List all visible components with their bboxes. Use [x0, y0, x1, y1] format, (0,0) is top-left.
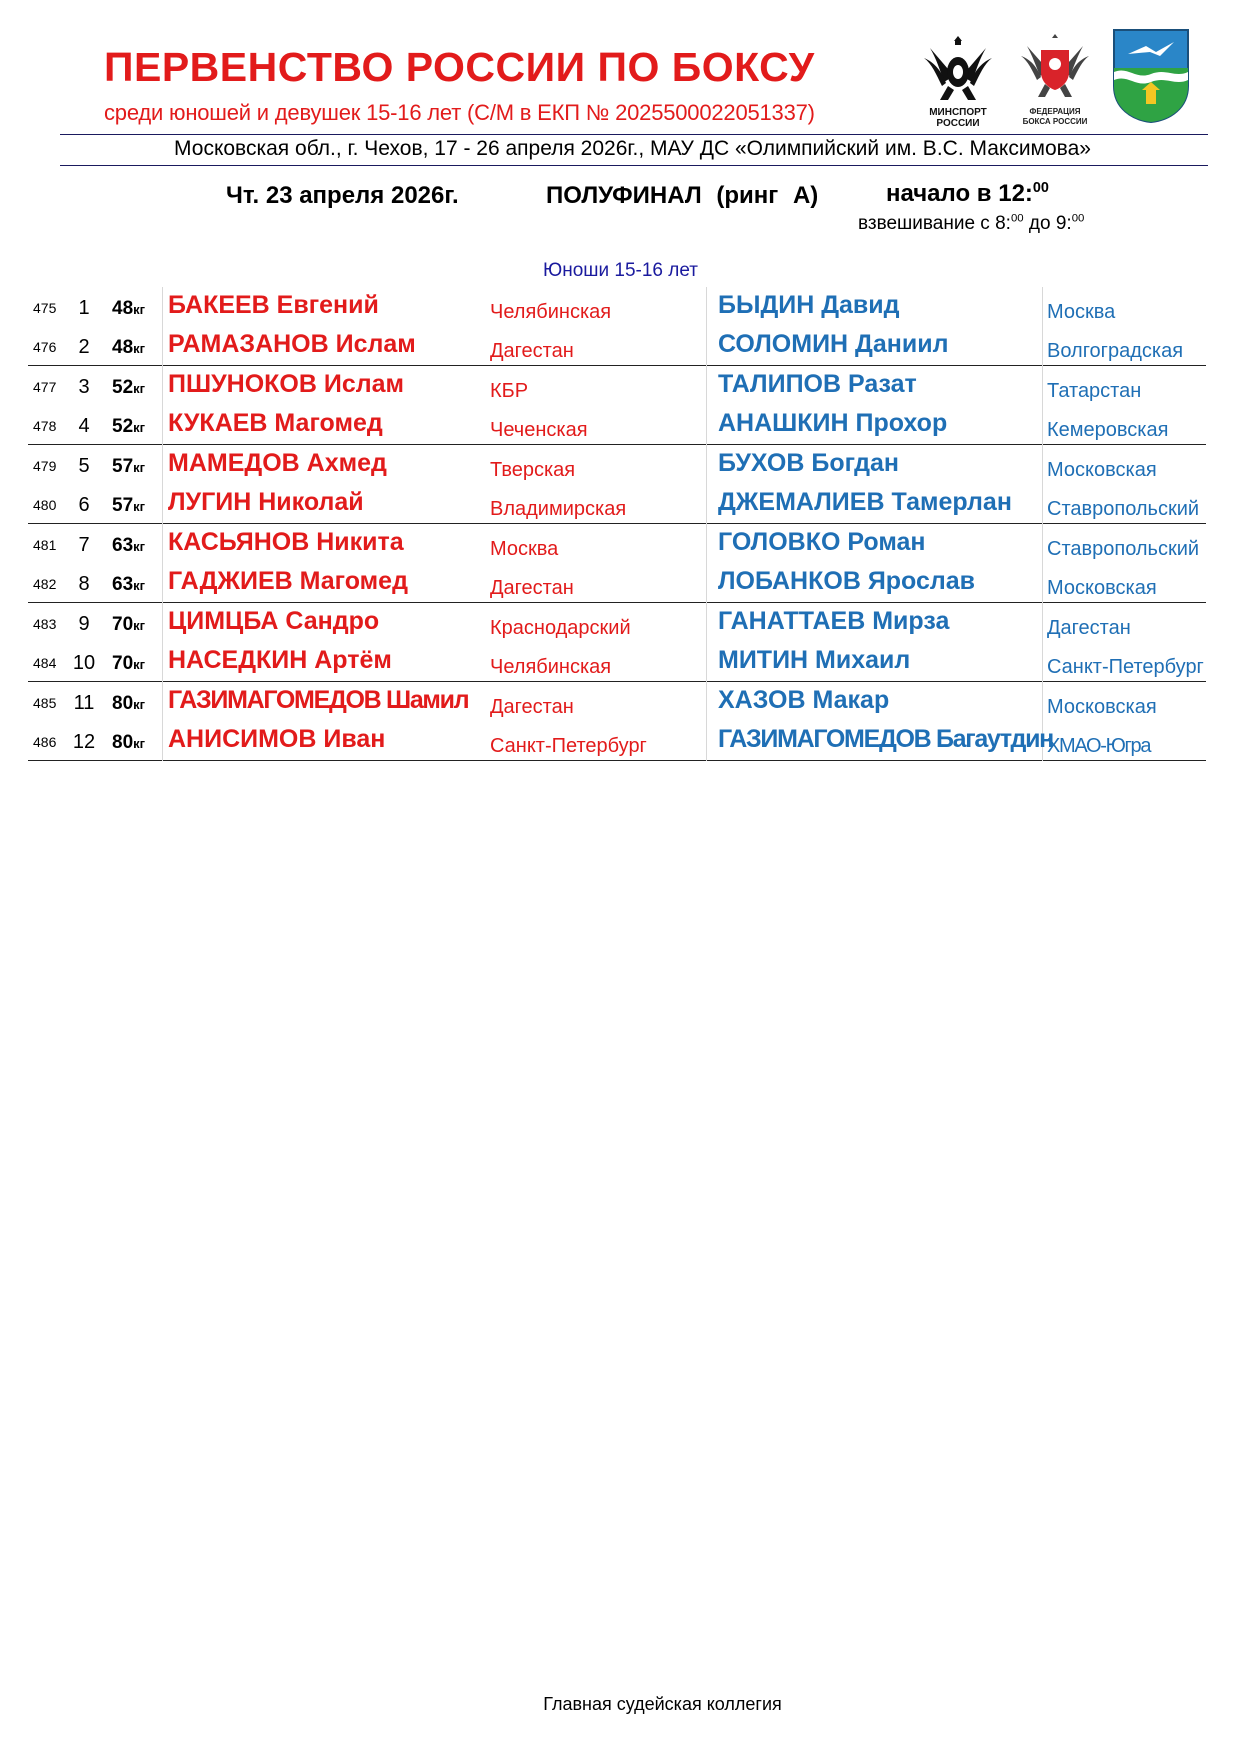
- red-corner-region: Чеченская: [490, 419, 588, 441]
- weight-unit: кг: [133, 618, 146, 633]
- weight-value: 63: [112, 574, 134, 595]
- weigh-from-hour: 8:: [995, 213, 1011, 234]
- bout-pair: [28, 287, 1206, 366]
- red-corner-boxer: РАМАЗАНОВ Ислам: [168, 330, 416, 358]
- blue-corner-boxer: ЛОБАНКОВ Ярослав: [718, 567, 976, 595]
- svg-text:МИНСПОРТ: МИНСПОРТ: [929, 107, 987, 118]
- weight-class: [112, 574, 145, 596]
- header-divider-bottom: [60, 165, 1208, 166]
- weight-class: [112, 337, 145, 359]
- red-corner-boxer: КУКАЕВ Магомед: [168, 409, 383, 437]
- city-coat-of-arms-icon: [1112, 28, 1190, 124]
- bout-order: 5: [78, 455, 90, 477]
- red-corner-region: Санкт-Петербург: [490, 735, 647, 757]
- bout-row: [28, 563, 1206, 602]
- blue-corner-boxer: МИТИН Михаил: [718, 646, 911, 674]
- weight-class: [112, 495, 145, 517]
- weight-value: 80: [112, 693, 134, 714]
- bout-row: [28, 721, 1206, 760]
- category-heading: Юноши 15-16 лет: [543, 260, 698, 281]
- weight-value: 57: [112, 495, 134, 516]
- red-corner-boxer: КАСЬЯНОВ Никита: [168, 528, 404, 556]
- red-corner-boxer: ПШУНОКОВ Ислам: [168, 370, 404, 398]
- weight-unit: кг: [133, 657, 146, 672]
- blue-corner-region: Московская: [1047, 696, 1157, 718]
- bout-row: [28, 603, 1206, 642]
- weight-value: 80: [112, 732, 134, 753]
- bout-row: [28, 287, 1206, 326]
- bout-row: [28, 484, 1206, 523]
- weight-value: 52: [112, 377, 134, 398]
- blue-corner-region: Татарстан: [1047, 380, 1142, 402]
- bout-order: 6: [78, 494, 90, 516]
- weight-value: 70: [112, 614, 134, 635]
- blue-corner-boxer: БУХОВ Богдан: [718, 449, 899, 477]
- red-corner-boxer: ГАДЖИЕВ Магомед: [168, 567, 408, 595]
- red-corner-boxer: МАМЕДОВ Ахмед: [168, 449, 387, 477]
- weight-class: [112, 653, 145, 675]
- weight-unit: кг: [133, 578, 146, 593]
- bout-order: 12: [72, 731, 96, 753]
- red-corner-region: Дагестан: [490, 577, 574, 599]
- weight-unit: кг: [133, 697, 146, 712]
- weight-class: [112, 693, 145, 715]
- red-corner-region: Дагестан: [490, 696, 574, 718]
- bout-number: 481: [33, 537, 57, 553]
- page-subtitle: среди юношей и девушек 15-16 лет (С/М в ЕКП № 2025500022051337): [104, 100, 815, 125]
- red-corner-boxer: НАСЕДКИН Артём: [168, 646, 392, 674]
- blue-corner-region: Московская: [1047, 459, 1157, 481]
- bout-order: 11: [73, 692, 95, 714]
- weigh-to-minutes: 00: [1071, 212, 1085, 225]
- red-corner-region: Челябинская: [490, 656, 612, 678]
- bout-order: 3: [78, 376, 90, 398]
- bout-pair: [28, 366, 1206, 445]
- blue-corner-boxer: БЫДИН Давид: [718, 291, 900, 319]
- blue-corner-boxer: ГАЗИМАГОМЕДОВ Багаутдин: [718, 725, 1053, 753]
- bout-number: 477: [33, 379, 57, 395]
- weigh-to-hour: 9:: [1055, 213, 1072, 234]
- red-corner-region: Дагестан: [490, 340, 574, 362]
- weight-unit: кг: [133, 381, 146, 396]
- bout-number: 482: [33, 576, 57, 592]
- session-date: Чт. 23 апреля 2026г.: [226, 182, 459, 209]
- weight-unit: кг: [133, 302, 146, 317]
- red-corner-boxer: ЦИМЦБА Сандро: [168, 607, 380, 635]
- bout-pair: [28, 445, 1206, 524]
- blue-corner-region: Московская: [1047, 577, 1157, 599]
- weight-class: [112, 732, 145, 754]
- svg-text:БОКСА РОССИИ: БОКСА РОССИИ: [1022, 117, 1088, 126]
- red-corner-region: Владимирская: [490, 498, 627, 520]
- weight-value: 48: [112, 298, 134, 319]
- bout-order: 9: [78, 613, 90, 635]
- weight-unit: кг: [133, 736, 146, 751]
- bout-row: [28, 642, 1206, 681]
- weight-class: [112, 298, 145, 320]
- blue-corner-region: Дагестан: [1047, 617, 1131, 639]
- weight-unit: кг: [133, 499, 146, 514]
- bout-number: 478: [33, 418, 57, 434]
- blue-corner-boxer: ГАНАТТАЕВ Мирза: [718, 607, 950, 635]
- blue-corner-region: Москва: [1047, 301, 1116, 323]
- start-label: начало в: [886, 180, 992, 207]
- blue-corner-boxer: АНАШКИН Прохор: [718, 409, 948, 437]
- bout-order: 4: [78, 415, 90, 437]
- bout-row: [28, 682, 1206, 721]
- bout-number: 484: [33, 655, 57, 671]
- page-title: ПЕРВЕНСТВО РОССИИ ПО БОКСУ: [104, 44, 815, 90]
- weigh-in-time: [858, 213, 1084, 235]
- blue-corner-region: Ставропольский: [1047, 538, 1200, 560]
- bout-number: 476: [33, 339, 57, 355]
- weight-unit: кг: [133, 420, 146, 435]
- session-stage: ПОЛУФИНАЛ (ринг А): [546, 182, 819, 209]
- bout-number: 475: [33, 300, 57, 316]
- blue-corner-boxer: СОЛОМИН Даниил: [718, 330, 949, 358]
- bout-row: [28, 326, 1206, 365]
- bout-pair: [28, 682, 1206, 761]
- header-divider-top: [60, 134, 1208, 135]
- bout-number: 480: [33, 497, 57, 513]
- weight-unit: кг: [133, 460, 146, 475]
- bout-number: 485: [33, 695, 57, 711]
- bout-row: [28, 366, 1206, 405]
- blue-corner-region: ХМАО-Югра: [1047, 735, 1151, 757]
- red-corner-boxer: АНИСИМОВ Иван: [168, 725, 386, 753]
- weigh-label: взвешивание с: [858, 213, 990, 234]
- bout-order: 2: [78, 336, 90, 358]
- bout-row: [28, 405, 1206, 444]
- weight-value: 57: [112, 456, 134, 477]
- minsport-logo-icon: [918, 28, 998, 128]
- svg-text:РОССИИ: РОССИИ: [936, 118, 980, 128]
- red-corner-region: Челябинская: [490, 301, 612, 323]
- start-minutes: 00: [1032, 180, 1049, 196]
- venue-line: Московская обл., г. Чехов, 17 - 26 апреля 2026г., МАУ ДС «Олимпийский им. В.С. Максимова»: [174, 137, 1091, 160]
- blue-corner-boxer: ГОЛОВКО Роман: [718, 528, 926, 556]
- red-corner-boxer: ГАЗИМАГОМЕДОВ Шамил: [168, 686, 469, 714]
- bout-number: 479: [33, 458, 57, 474]
- bout-order: 1: [78, 297, 90, 319]
- blue-corner-boxer: ТАЛИПОВ Разат: [718, 370, 917, 398]
- blue-corner-region: Кемеровская: [1047, 419, 1169, 441]
- bout-order: 8: [78, 573, 90, 595]
- start-hour: 12:: [998, 180, 1033, 207]
- boxing-federation-logo-icon: [1017, 28, 1093, 128]
- bout-row: [28, 524, 1206, 563]
- weight-unit: кг: [133, 539, 146, 554]
- bout-number: 483: [33, 616, 57, 632]
- bout-pair: [28, 524, 1206, 603]
- red-corner-boxer: БАКЕЕВ Евгений: [168, 291, 379, 319]
- weight-class: [112, 416, 145, 438]
- weight-class: [112, 377, 145, 399]
- weight-unit: кг: [133, 341, 146, 356]
- red-corner-region: КБР: [490, 380, 529, 402]
- red-corner-region: Краснодарский: [490, 617, 631, 639]
- blue-corner-region: Ставропольский: [1047, 498, 1200, 520]
- session-start-time: [886, 180, 1049, 208]
- weight-value: 52: [112, 416, 134, 437]
- weigh-to-label: до: [1028, 213, 1051, 234]
- bout-order: 10: [72, 652, 96, 674]
- weight-value: 63: [112, 535, 134, 556]
- bout-pair: [28, 603, 1206, 682]
- red-corner-boxer: ЛУГИН Николай: [168, 488, 364, 516]
- svg-text:ФЕДЕРАЦИЯ: ФЕДЕРАЦИЯ: [1029, 107, 1081, 116]
- weight-class: [112, 456, 145, 478]
- footer-signature: Главная судейская коллегия: [543, 1694, 782, 1714]
- weigh-from-minutes: 00: [1010, 212, 1024, 225]
- red-corner-region: Москва: [490, 538, 559, 560]
- red-corner-region: Тверская: [490, 459, 576, 481]
- blue-corner-boxer: ХАЗОВ Макар: [718, 686, 890, 714]
- weight-class: [112, 614, 145, 636]
- bout-number: 486: [33, 734, 57, 750]
- blue-corner-region: Волгоградская: [1047, 340, 1184, 362]
- blue-corner-boxer: ДЖЕМАЛИЕВ Тамерлан: [718, 488, 1012, 516]
- weight-value: 48: [112, 337, 134, 358]
- blue-corner-region: Санкт-Петербург: [1047, 656, 1204, 678]
- bout-order: 7: [78, 534, 90, 556]
- bouts-table: [28, 287, 1206, 761]
- weight-class: [112, 535, 145, 557]
- weight-value: 70: [112, 653, 134, 674]
- bout-row: [28, 445, 1206, 484]
